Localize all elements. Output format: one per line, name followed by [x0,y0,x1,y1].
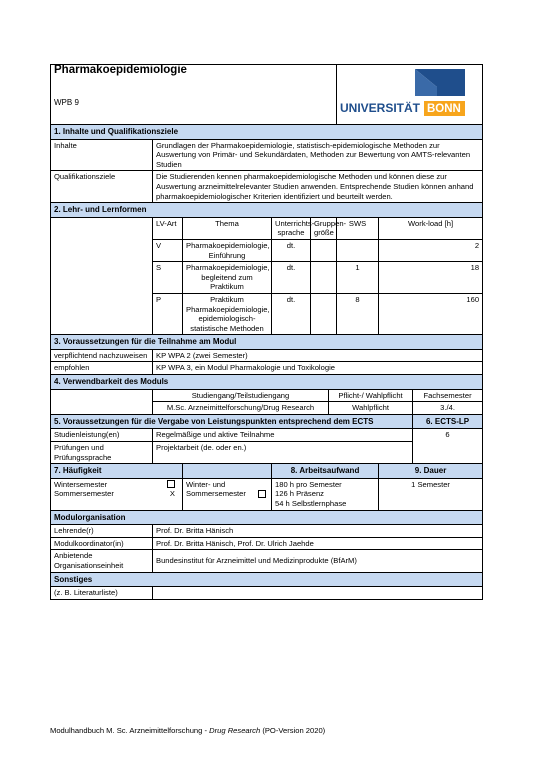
col-workload: Work-load [h] [379,217,483,239]
row-sws [337,239,379,261]
row-workload: 2 [379,239,483,261]
section-1-header: 1. Inhalte und Qualifikationsziele [51,125,483,140]
lehrformen-spacer [51,217,153,335]
row-art: P [153,293,183,334]
aufwand-selbstlern: 54 h Selbstlernphase [275,499,347,508]
row-gruppe [311,239,337,261]
footer-italic: Drug Research [209,726,261,735]
col-thema: Thema [183,217,272,239]
col-sprache: Unterrichts-sprache [272,217,311,239]
koordinator-label: Modulkoordinator(in) [51,537,153,550]
koordinator-value: Prof. Dr. Britta Hänisch, Prof. Dr. Ulrich Jaehde [153,537,483,550]
row-sws: 1 [337,262,379,294]
pruefungen-text: Projektarbeit (de. oder en.) [153,442,413,464]
qualifikationsziele-text: Die Studierenden kennen pharmakoepidemiologische Methoden und können diese zur Auswertung arzneimittelrelevanter Studien anwenden. Entsprechende Studien können anhand pharmakoepidemiologischer Kriterien identifiziert und beurteilt werden. [153,171,483,203]
qualifikationsziele-label: Qualifikationsziele [51,171,153,203]
row-thema: Praktikum Pharmakoepidemiologie, epidemiologisch-statistische Methoden [183,293,272,334]
module-table [50,64,483,600]
col-gruppe: Gruppen-größe [311,217,337,239]
studienleistung-text: Regelmäßige und aktive Teilnahme [153,429,413,442]
studienleistung-label: Studienleistung(en) [51,429,153,442]
wintersemester-label: Wintersemester [54,479,108,489]
fachsemester-value: 3./4. [413,402,483,415]
row-art: S [153,262,183,294]
sonstiges-label: (z. B. Literaturliste) [51,587,153,600]
col-studiengang: Studiengang/Teilstudiengang [153,389,329,402]
verpflichtend-label: verpflichtend nachzuweisen [51,349,153,362]
row-gruppe [311,262,337,294]
svg-text:BONN: BONN [427,103,461,115]
pflicht-value: Wahlpflicht [329,402,413,415]
verwendbarkeit-spacer [51,389,153,414]
section-6-header: 6. ECTS-LP [413,414,483,429]
section-4-header: 4. Verwendbarkeit des Moduls [51,375,483,390]
winter-sommer-checkbox [258,490,266,498]
winter-sommer-option [183,478,272,510]
studiengang-value: M.Sc. Arzneimittelforschung/Drug Research [153,402,329,415]
semester-options [51,478,183,510]
anbietend-label: Anbietende Organisationseinheit [51,550,153,572]
anbietend-value: Bundesinstitut für Arzneimittel und Medizinprodukte (BfArM) [153,550,483,572]
section-9-header: 9. Dauer [379,464,483,479]
organisation-header: Modulorganisation [51,510,483,525]
row-sprache: dt. [272,239,311,261]
sonstiges-header: Sonstiges [51,572,483,587]
svg-text:UNIVERSITÄT: UNIVERSITÄT [340,101,421,115]
lehrende-label: Lehrende(r) [51,525,153,538]
row-sprache: dt. [272,293,311,334]
col-pflicht: Pflicht-/ Wahlpflicht [329,389,413,402]
row-workload: 160 [379,293,483,334]
inhalte-text: Grundlagen der Pharmakoepidemiologie, statistisch-epidemiologische Methoden zur Auswertung von Primär- und Sekundärdaten, Methoden zur Bewertung von AMTS-relevanten Studien [153,139,483,171]
sonstiges-value [153,587,483,600]
ects-value: 6 [413,429,483,464]
sommersemester-label: Sommersemester [54,489,114,499]
dauer-value: 1 Semester [379,478,483,510]
row-thema: Pharmakoepidemiologie, Einführung [183,239,272,261]
arbeitsaufwand-values [272,478,379,510]
col-sws: SWS [337,217,379,239]
section-3-header: 3. Voraussetzungen für die Teilnahme am Modul [51,335,483,350]
aufwand-total: 180 h pro Semester [275,479,342,489]
empfohlen-text: KP WPA 3, ein Modul Pharmakologie und Toxikologie [153,362,483,375]
row-sws: 8 [337,293,379,334]
lehrende-value: Prof. Dr. Britta Hänisch [153,525,483,538]
row-thema: Pharmakoepidemiologie, begleitend zum Praktikum [183,262,272,294]
row-gruppe [311,293,337,334]
section-7-header: 7. Häufigkeit [51,464,183,479]
verpflichtend-text: KP WPA 2 (zwei Semester) [153,349,483,362]
wintersemester-checkbox [167,480,175,488]
section-2-header: 2. Lehr- und Lernformen [51,203,483,218]
module-title: Pharmakoepidemiologie [54,64,187,76]
row-art: V [153,239,183,261]
sommersemester-mark: X [169,489,175,499]
footer-prefix: Modulhandbuch M. Sc. Arzneimittelforschung - [50,726,210,735]
university-logo [337,65,482,121]
col-fachsemester: Fachsemester [413,389,483,402]
page-footer [50,726,325,735]
section-7-spacer [183,464,272,479]
empfohlen-label: empfohlen [51,362,153,375]
col-lv-art: LV-Art [153,217,183,239]
inhalte-label: Inhalte [51,139,153,171]
module-sheet [50,64,482,600]
section-5-header: 5. Voraussetzungen für die Vergabe von Leistungspunkten entsprechend dem ECTS [51,414,413,429]
footer-suffix: (PO-Version 2020) [260,726,326,735]
row-workload: 18 [379,262,483,294]
row-sprache: dt. [272,262,311,294]
aufwand-praesenz: 126 h Präsenz [275,489,324,499]
pruefungen-label: Prüfungen und Prüfungssprache [51,442,153,464]
winter-sommer-label: Winter- und Sommersemester [186,479,246,499]
module-code: WPB 9 [54,97,79,107]
section-8-header: 8. Arbeitsaufwand [272,464,379,479]
